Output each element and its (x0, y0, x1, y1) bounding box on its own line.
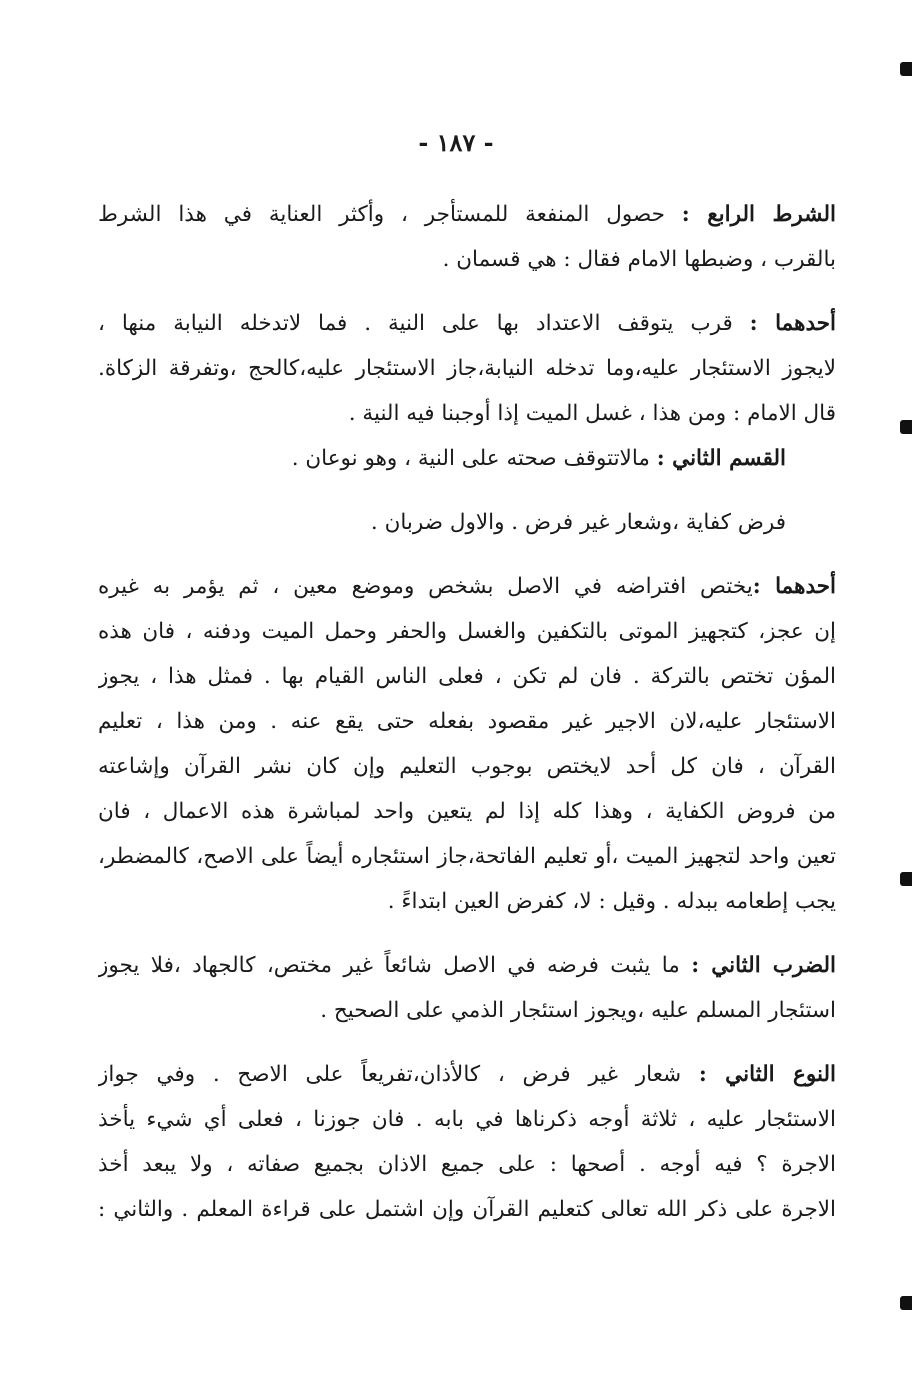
bold-heading: النوع الثاني : (698, 1062, 836, 1087)
line-text: يجب إطعامه ببدله . وقيل : لا، كفرض العين ابتداءً . (387, 889, 836, 914)
line-text: مالاتتوقف صحته على النية ، وهو نوعان . (291, 446, 657, 471)
text-line (98, 346, 836, 391)
text-line (98, 436, 836, 481)
text-line (98, 391, 836, 436)
line-text: الاستئجار عليه،لان الاجير غير مقصود بفعله حتى يقع عنه . ومن هذا ، تعليم (98, 709, 836, 734)
line-text: ما يثبت فرضه في الاصل شائعاً غير مختص، كالجهاد ،فلا يجوز (98, 953, 692, 978)
paragraph (98, 1052, 836, 1232)
text-line (98, 879, 836, 924)
bold-heading: القسم الثاني : (656, 446, 786, 471)
line-text: إن عجز، كتجهيز الموتى بالتكفين والغسل والحفر وحمل الميت ودفنه ، فان هذه (98, 619, 836, 644)
text-line (98, 654, 836, 699)
page-number: - ١٨٧ - (418, 128, 494, 157)
text-line (98, 301, 836, 346)
line-text: القرآن ، فان كل أحد لايختص بوجوب التعليم وإن كان نشر القرآن وإشاعته (98, 754, 836, 779)
text-line (98, 789, 836, 834)
text-line (98, 1097, 836, 1142)
text-line (98, 500, 836, 545)
line-text: من فروض الكفاية ، وهذا كله إذا لم يتعين واحد لمباشرة هذه الاعمال ، فان (98, 799, 836, 824)
paragraph (98, 943, 836, 1033)
line-text: الاجرة ؟ فيه أوجه . أصحها : على جميع الاذان بجميع صفاته ، ولا يبعد أخذ (98, 1152, 836, 1177)
paragraph (98, 564, 836, 924)
margin-mark (900, 62, 912, 76)
text-line (98, 192, 836, 237)
paragraph (98, 192, 836, 282)
margin-mark (900, 872, 912, 886)
line-text: قرب يتوقف الاعتداد بها على النية . فما لاتدخله النيابة منها ، (98, 311, 750, 336)
line-text: المؤن تختص بالتركة . فان لم تكن ، فعلى الناس القيام بها . فمثل هذا ، يجوز (98, 664, 836, 689)
line-text: لايجوز الاستئجار عليه،وما تدخله النيابة،جاز الاستئجار عليه،كالحج ،وتفرقة الزكاة. (98, 356, 836, 381)
line-text: يختص افتراضه في الاصل بشخص وموضع معين ، ثم يؤمر به غيره (98, 574, 753, 599)
text-line (98, 609, 836, 654)
line-text: استئجار المسلم عليه ،ويجوز استئجار الذمي على الصحيح . (320, 998, 836, 1023)
page-text (98, 192, 836, 1251)
paragraph (98, 301, 836, 481)
line-text: فرض كفاية ،وشعار غير فرض . والاول ضربان . (370, 510, 786, 535)
line-text: قال الامام : ومن هذا ، غسل الميت إذا أوجبنا فيه النية . (348, 401, 836, 426)
bold-heading: أحدهما : (749, 311, 836, 336)
text-line (98, 834, 836, 879)
text-line (98, 1052, 836, 1097)
text-line (98, 237, 836, 282)
text-line (98, 744, 836, 789)
margin-mark (900, 1296, 912, 1310)
bold-heading: أحدهما : (752, 574, 836, 599)
line-text: الاجرة على ذكر الله تعالى كتعليم القرآن وإن اشتمل على قراءة المعلم . والثاني : (98, 1197, 836, 1222)
text-line (98, 1187, 836, 1232)
line-text: حصول المنفعة للمستأجر ، وأكثر العناية في هذا الشرط (98, 202, 682, 227)
line-text: الاستئجار عليه ، ثلاثة أوجه ذكرناها في بابه . فان جوزنا ، فعلى أي شيء يأخذ (98, 1107, 836, 1132)
line-text: بالقرب ، وضبطها الامام فقال : هي قسمان . (442, 247, 836, 272)
line-text: تعين واحد لتجهيز الميت ،أو تعليم الفاتحة،جاز استئجاره أيضاً على الاصح، كالمضطر، (98, 844, 836, 869)
text-line (98, 564, 836, 609)
line-text: شعار غير فرض ، كالأذان،تفريعاً على الاصح . وفي جواز (98, 1062, 699, 1087)
text-line (98, 943, 836, 988)
margin-mark (900, 420, 912, 434)
text-line (98, 1142, 836, 1187)
bold-heading: الشرط الرابع : (681, 202, 836, 227)
paragraph (98, 500, 836, 545)
text-line (98, 988, 836, 1033)
text-line (98, 699, 836, 744)
bold-heading: الضرب الثاني : (691, 953, 836, 978)
